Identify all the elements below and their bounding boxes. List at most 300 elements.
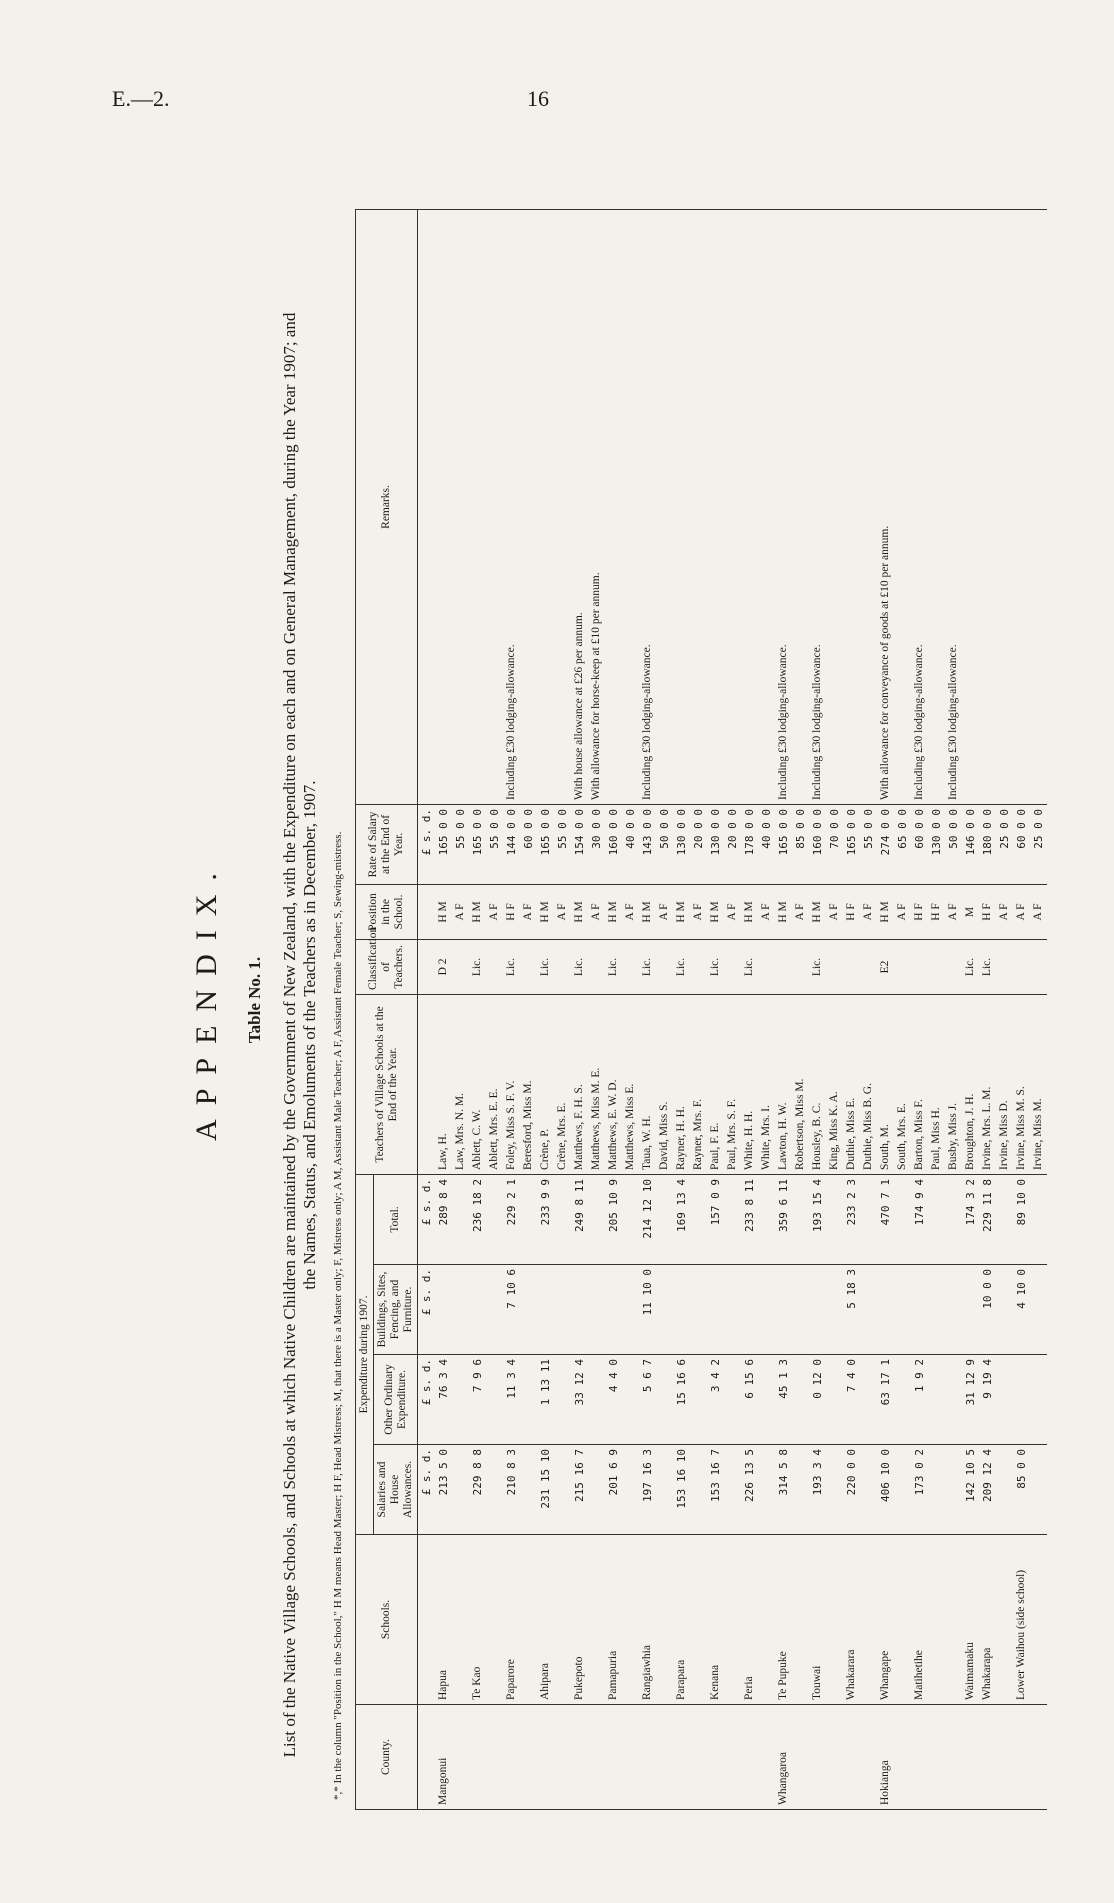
other-expenditure-cell: [792, 1355, 809, 1445]
remarks-cell: [996, 209, 1013, 804]
position-cell: H M: [435, 884, 452, 939]
county-cell: [656, 1705, 673, 1810]
teacher-cell: Busby, Miss J.: [945, 994, 962, 1174]
other-expenditure-cell: 6 15 6: [741, 1355, 758, 1445]
teacher-cell: Law, Mrs. N. M.: [452, 994, 469, 1174]
rate-cell: 85 0 0: [792, 804, 809, 884]
remarks-cell: [894, 209, 911, 804]
classification-cell: Lic.: [707, 939, 724, 994]
table-row: [588, 209, 605, 1809]
school-cell: Peria: [741, 1535, 758, 1705]
rotated-page-content: [150, 150, 1045, 1850]
buildings-cell: [656, 1265, 673, 1355]
total-cell: 157 0 9: [707, 1174, 724, 1264]
position-cell: H M: [469, 884, 486, 939]
rate-cell: 144 0 0: [503, 804, 520, 884]
position-cell: H F: [928, 884, 945, 939]
county-cell: [605, 1705, 622, 1810]
position-cell: A F: [996, 884, 1013, 939]
other-expenditure-cell: [690, 1355, 707, 1445]
buildings-cell: 11 10 0: [639, 1265, 656, 1355]
rate-cell: 130 0 0: [707, 804, 724, 884]
rate-cell: 165 0 0: [469, 804, 486, 884]
table-row: [826, 209, 843, 1809]
teacher-cell: Irvine, Miss M.: [1030, 994, 1047, 1174]
other-expenditure-cell: [554, 1355, 571, 1445]
county-cell: [996, 1705, 1013, 1810]
classification-cell: [724, 939, 741, 994]
table-row: [945, 209, 962, 1809]
total-cell: [690, 1174, 707, 1264]
col-header-salaries: Salaries and House Allowances.: [374, 1445, 418, 1535]
other-expenditure-cell: [928, 1355, 945, 1445]
total-cell: [486, 1174, 503, 1264]
salaries-cell: 209 12 4: [979, 1445, 996, 1535]
classification-cell: Lic.: [571, 939, 588, 994]
position-cell: A F: [1030, 884, 1047, 939]
rate-cell: 70 0 0: [826, 804, 843, 884]
rate-cell: 165 0 0: [775, 804, 792, 884]
salaries-cell: 173 0 2: [911, 1445, 928, 1535]
rate-cell: 165 0 0: [537, 804, 554, 884]
other-expenditure-cell: [758, 1355, 775, 1445]
county-cell: Mangonui: [435, 1705, 452, 1810]
buildings-cell: [605, 1265, 622, 1355]
teacher-cell: Paul, Mrs. S. F.: [724, 994, 741, 1174]
buildings-cell: [469, 1265, 486, 1355]
rate-cell: 55 0 0: [486, 804, 503, 884]
other-expenditure-cell: 45 1 3: [775, 1355, 792, 1445]
classification-cell: [486, 939, 503, 994]
salaries-cell: [554, 1445, 571, 1535]
teacher-cell: Crène, Mrs. E.: [554, 994, 571, 1174]
school-cell: Whakarapa: [979, 1535, 996, 1705]
page-number: 16: [527, 86, 549, 111]
buildings-cell: [571, 1265, 588, 1355]
remarks-cell: [452, 209, 469, 804]
county-cell: [673, 1705, 690, 1810]
school-cell: [894, 1535, 911, 1705]
salaries-cell: [860, 1445, 877, 1535]
position-cell: A F: [656, 884, 673, 939]
teacher-cell: Beresford, Miss M.: [520, 994, 537, 1174]
table-row: [843, 209, 860, 1809]
position-cell: A F: [894, 884, 911, 939]
buildings-cell: [588, 1265, 605, 1355]
table-row: [707, 209, 724, 1809]
total-cell: 233 2 3: [843, 1174, 860, 1264]
total-cell: [894, 1174, 911, 1264]
other-expenditure-cell: [996, 1355, 1013, 1445]
school-cell: [588, 1535, 605, 1705]
table-row: [673, 209, 690, 1809]
teacher-cell: Taua, W. H.: [639, 994, 656, 1174]
school-cell: [724, 1535, 741, 1705]
teacher-cell: Irvine, Miss M. S.: [1013, 994, 1030, 1174]
teacher-cell: Paul, Miss H.: [928, 994, 945, 1174]
county-cell: Whangaroa: [775, 1705, 792, 1810]
rate-cell: 146 0 0: [962, 804, 979, 884]
classification-cell: [1013, 939, 1030, 994]
teacher-cell: Crène, P.: [537, 994, 554, 1174]
remarks-cell: [979, 209, 996, 804]
salaries-cell: 229 8 8: [469, 1445, 486, 1535]
school-cell: [826, 1535, 843, 1705]
school-cell: Waimamaku: [962, 1535, 979, 1705]
remarks-cell: [537, 209, 554, 804]
school-cell: [945, 1535, 962, 1705]
rate-cell: 274 0 0: [877, 804, 894, 884]
salaries-cell: 197 16 3: [639, 1445, 656, 1535]
teacher-cell: Housley, B. C.: [809, 994, 826, 1174]
total-cell: 470 7 1: [877, 1174, 894, 1264]
teacher-cell: Broughton, J. H.: [962, 994, 979, 1174]
buildings-cell: [809, 1265, 826, 1355]
rate-cell: 178 0 0: [741, 804, 758, 884]
remarks-cell: [435, 209, 452, 804]
buildings-cell: [775, 1265, 792, 1355]
table-caption: List of the Native Village Schools, and Schools at which Native Children are maintained by the Government of New Zealand, with the Expenditure on each and on General Management, during the Year 1907; and the Names, Status, and Emoluments of the Teachers as in December, 1907.: [280, 312, 319, 1758]
salaries-cell: [588, 1445, 605, 1535]
position-cell: H M: [537, 884, 554, 939]
school-cell: Rangiawhia: [639, 1535, 656, 1705]
rate-cell: 130 0 0: [928, 804, 945, 884]
position-cell: H M: [571, 884, 588, 939]
classification-cell: [690, 939, 707, 994]
total-cell: 169 13 4: [673, 1174, 690, 1264]
other-expenditure-cell: 5 6 7: [639, 1355, 656, 1445]
other-expenditure-cell: [588, 1355, 605, 1445]
county-cell: [639, 1705, 656, 1810]
remarks-cell: Including £30 lodging-allowance.: [945, 209, 962, 804]
other-expenditure-cell: [622, 1355, 639, 1445]
total-cell: [622, 1174, 639, 1264]
school-cell: Whakarara: [843, 1535, 860, 1705]
county-cell: [503, 1705, 520, 1810]
school-cell: [792, 1535, 809, 1705]
county-cell: [928, 1705, 945, 1810]
page-reference: E.—2.: [112, 86, 170, 111]
school-cell: Pukepoto: [571, 1535, 588, 1705]
county-cell: [911, 1705, 928, 1810]
teacher-cell: South, M.: [877, 994, 894, 1174]
table-row: [962, 209, 979, 1809]
salaries-cell: [894, 1445, 911, 1535]
currency-label: £ s. d.: [418, 1445, 436, 1535]
position-legend-note: *,* In the column "Position in the School," H M means Head Master; H F, Head Mistress; M, that there is a Master only; F, Mistress only; A M, Assistant Male Teacher; A F, Assistant Female Teacher; S, Sewing-mistress.: [332, 831, 344, 1800]
table-row: [894, 209, 911, 1809]
currency-label: £ s. d.: [418, 804, 436, 884]
school-cell: [690, 1535, 707, 1705]
table-row: [724, 209, 741, 1809]
salaries-cell: 220 0 0: [843, 1445, 860, 1535]
position-cell: H M: [639, 884, 656, 939]
other-expenditure-cell: 1 13 11: [537, 1355, 554, 1445]
county-cell: [469, 1705, 486, 1810]
remarks-cell: [486, 209, 503, 804]
school-cell: Lower Waihou (side school): [1013, 1535, 1030, 1705]
county-cell: [452, 1705, 469, 1810]
other-expenditure-cell: 33 12 4: [571, 1355, 588, 1445]
classification-cell: [826, 939, 843, 994]
position-cell: H M: [775, 884, 792, 939]
rate-cell: 30 0 0: [588, 804, 605, 884]
salaries-cell: 215 16 7: [571, 1445, 588, 1535]
buildings-cell: [996, 1265, 1013, 1355]
table-row: [1030, 209, 1047, 1809]
total-cell: [945, 1174, 962, 1264]
school-cell: [1030, 1535, 1047, 1705]
total-cell: 359 6 11: [775, 1174, 792, 1264]
school-cell: Paparore: [503, 1535, 520, 1705]
classification-cell: [588, 939, 605, 994]
table-row: [571, 209, 588, 1809]
table-row: [996, 209, 1013, 1809]
total-cell: 214 12 10: [639, 1174, 656, 1264]
teacher-cell: Ablett, Mrs. E. E.: [486, 994, 503, 1174]
remarks-cell: With house allowance at £26 per annum.: [571, 209, 588, 804]
buildings-cell: [911, 1265, 928, 1355]
salaries-cell: [656, 1445, 673, 1535]
col-header-total: Total.: [374, 1174, 418, 1264]
col-header-buildings: Buildings, Sites, Fencing, and Furniture.: [374, 1265, 418, 1355]
rate-cell: 55 0 0: [554, 804, 571, 884]
county-cell: [707, 1705, 724, 1810]
table-row: [741, 209, 758, 1809]
position-cell: A F: [520, 884, 537, 939]
rate-cell: 40 0 0: [622, 804, 639, 884]
position-cell: A F: [1013, 884, 1030, 939]
other-expenditure-cell: 15 16 6: [673, 1355, 690, 1445]
table-row: [860, 209, 877, 1809]
teacher-cell: Matthews, Miss M. E.: [588, 994, 605, 1174]
remarks-cell: [792, 209, 809, 804]
buildings-cell: [741, 1265, 758, 1355]
other-expenditure-cell: [724, 1355, 741, 1445]
position-cell: H F: [979, 884, 996, 939]
county-cell: [809, 1705, 826, 1810]
other-expenditure-cell: [945, 1355, 962, 1445]
table-row: [520, 209, 537, 1809]
buildings-cell: 7 10 6: [503, 1265, 520, 1355]
rate-cell: 55 0 0: [860, 804, 877, 884]
school-cell: Te Kao: [469, 1535, 486, 1705]
teacher-cell: Rayner, H. H.: [673, 994, 690, 1174]
classification-cell: [520, 939, 537, 994]
classification-cell: Lic.: [962, 939, 979, 994]
rate-cell: 60 0 0: [911, 804, 928, 884]
rate-cell: 20 0 0: [724, 804, 741, 884]
other-expenditure-cell: [826, 1355, 843, 1445]
teacher-cell: Law, H.: [435, 994, 452, 1174]
rate-cell: 154 0 0: [571, 804, 588, 884]
classification-cell: [792, 939, 809, 994]
classification-cell: [775, 939, 792, 994]
table-row: [656, 209, 673, 1809]
total-cell: [792, 1174, 809, 1264]
schools-table: [355, 209, 1047, 1810]
remarks-cell: [622, 209, 639, 804]
county-cell: [622, 1705, 639, 1810]
table-row: [486, 209, 503, 1809]
position-cell: H M: [673, 884, 690, 939]
table-row: [554, 209, 571, 1809]
other-expenditure-cell: [486, 1355, 503, 1445]
total-cell: 236 18 2: [469, 1174, 486, 1264]
classification-cell: [622, 939, 639, 994]
other-expenditure-cell: 3 4 2: [707, 1355, 724, 1445]
total-cell: [1030, 1174, 1047, 1264]
salaries-cell: 406 10 0: [877, 1445, 894, 1535]
position-cell: H M: [809, 884, 826, 939]
classification-cell: [860, 939, 877, 994]
table-body: [418, 209, 1048, 1809]
salaries-cell: [758, 1445, 775, 1535]
remarks-cell: [1030, 209, 1047, 804]
position-cell: M: [962, 884, 979, 939]
school-cell: Kenana: [707, 1535, 724, 1705]
school-cell: Ahipara: [537, 1535, 554, 1705]
other-expenditure-cell: [656, 1355, 673, 1445]
buildings-cell: [928, 1265, 945, 1355]
remarks-cell: [962, 209, 979, 804]
county-cell: Hokianga: [877, 1705, 894, 1810]
salaries-cell: 193 3 4: [809, 1445, 826, 1535]
teacher-cell: Matthews, Miss E.: [622, 994, 639, 1174]
salaries-cell: 226 13 5: [741, 1445, 758, 1535]
county-cell: [826, 1705, 843, 1810]
salaries-cell: 153 16 10: [673, 1445, 690, 1535]
teacher-cell: David, Miss S.: [656, 994, 673, 1174]
table-row: [809, 209, 826, 1809]
table-row: [758, 209, 775, 1809]
table-row: [469, 209, 486, 1809]
total-cell: 174 3 2: [962, 1174, 979, 1264]
county-cell: [1013, 1705, 1030, 1810]
rate-cell: 60 0 0: [520, 804, 537, 884]
position-cell: A F: [724, 884, 741, 939]
table-row: [605, 209, 622, 1809]
salaries-cell: [622, 1445, 639, 1535]
other-expenditure-cell: 11 3 4: [503, 1355, 520, 1445]
rate-cell: 160 0 0: [809, 804, 826, 884]
rate-cell: 180 0 0: [979, 804, 996, 884]
county-cell: [520, 1705, 537, 1810]
school-cell: Hapua: [435, 1535, 452, 1705]
classification-cell: D 2: [435, 939, 452, 994]
school-cell: [520, 1535, 537, 1705]
county-cell: [860, 1705, 877, 1810]
buildings-cell: [894, 1265, 911, 1355]
salaries-cell: 231 15 10: [537, 1445, 554, 1535]
rate-cell: 40 0 0: [758, 804, 775, 884]
table-row: [775, 209, 792, 1809]
county-cell: [894, 1705, 911, 1810]
total-cell: 174 9 4: [911, 1174, 928, 1264]
school-cell: Pamapuria: [605, 1535, 622, 1705]
classification-cell: [656, 939, 673, 994]
buildings-cell: [452, 1265, 469, 1355]
buildings-cell: [690, 1265, 707, 1355]
position-cell: A F: [945, 884, 962, 939]
other-expenditure-cell: 0 12 0: [809, 1355, 826, 1445]
col-header-expenditure: Expenditure during 1907.: [356, 1174, 374, 1534]
teacher-cell: Robertson, Miss M.: [792, 994, 809, 1174]
county-cell: [792, 1705, 809, 1810]
total-cell: 89 10 0: [1013, 1174, 1030, 1264]
total-cell: 289 8 4: [435, 1174, 452, 1264]
table-row: [537, 209, 554, 1809]
table-row: [435, 209, 452, 1809]
buildings-cell: [707, 1265, 724, 1355]
county-cell: [962, 1705, 979, 1810]
position-cell: H M: [605, 884, 622, 939]
other-expenditure-cell: 1 9 2: [911, 1355, 928, 1445]
remarks-cell: With allowance for conveyance of goods at £10 per annum.: [877, 209, 894, 804]
classification-cell: [1030, 939, 1047, 994]
currency-label: £ s. d.: [418, 1174, 436, 1264]
currency-row: [418, 209, 436, 1809]
table-subtitle: Table No. 1.: [245, 956, 264, 1044]
school-cell: [452, 1535, 469, 1705]
position-cell: A F: [860, 884, 877, 939]
teacher-cell: Irvine, Mrs. L. M.: [979, 994, 996, 1174]
total-cell: 233 8 11: [741, 1174, 758, 1264]
other-expenditure-cell: 7 9 6: [469, 1355, 486, 1445]
school-cell: [996, 1535, 1013, 1705]
col-header-classification: Classification of Teachers.: [356, 939, 418, 994]
rate-cell: 50 0 0: [656, 804, 673, 884]
classification-cell: Lic.: [673, 939, 690, 994]
classification-cell: Lic.: [469, 939, 486, 994]
other-expenditure-cell: 76 3 4: [435, 1355, 452, 1445]
col-header-county: County.: [356, 1705, 418, 1810]
teacher-cell: Rayner, Mrs. F.: [690, 994, 707, 1174]
table-row: [792, 209, 809, 1809]
other-expenditure-cell: 9 19 4: [979, 1355, 996, 1445]
classification-cell: [894, 939, 911, 994]
classification-cell: [554, 939, 571, 994]
classification-cell: E2: [877, 939, 894, 994]
salaries-cell: [1030, 1445, 1047, 1535]
salaries-cell: 213 5 0: [435, 1445, 452, 1535]
position-cell: A F: [486, 884, 503, 939]
teacher-cell: King, Miss K. A.: [826, 994, 843, 1174]
total-cell: [452, 1174, 469, 1264]
remarks-cell: [928, 209, 945, 804]
salaries-cell: [826, 1445, 843, 1535]
col-header-other: Other Ordinary Expenditure.: [374, 1355, 418, 1445]
school-cell: Te Pupuke: [775, 1535, 792, 1705]
buildings-cell: [724, 1265, 741, 1355]
salaries-cell: [486, 1445, 503, 1535]
county-cell: [554, 1705, 571, 1810]
other-expenditure-cell: [520, 1355, 537, 1445]
buildings-cell: [554, 1265, 571, 1355]
total-cell: [554, 1174, 571, 1264]
rate-cell: 25 0 0: [1030, 804, 1047, 884]
remarks-cell: [554, 209, 571, 804]
teacher-cell: Duthie, Miss B. G.: [860, 994, 877, 1174]
teacher-cell: Ablett, C. W.: [469, 994, 486, 1174]
teacher-cell: Duthie, Miss E.: [843, 994, 860, 1174]
remarks-cell: [690, 209, 707, 804]
teacher-cell: Paul, F. E.: [707, 994, 724, 1174]
county-cell: [571, 1705, 588, 1810]
table-row: [452, 209, 469, 1809]
other-expenditure-cell: [1013, 1355, 1030, 1445]
remarks-cell: With allowance for horse-keep at £10 per annum.: [588, 209, 605, 804]
